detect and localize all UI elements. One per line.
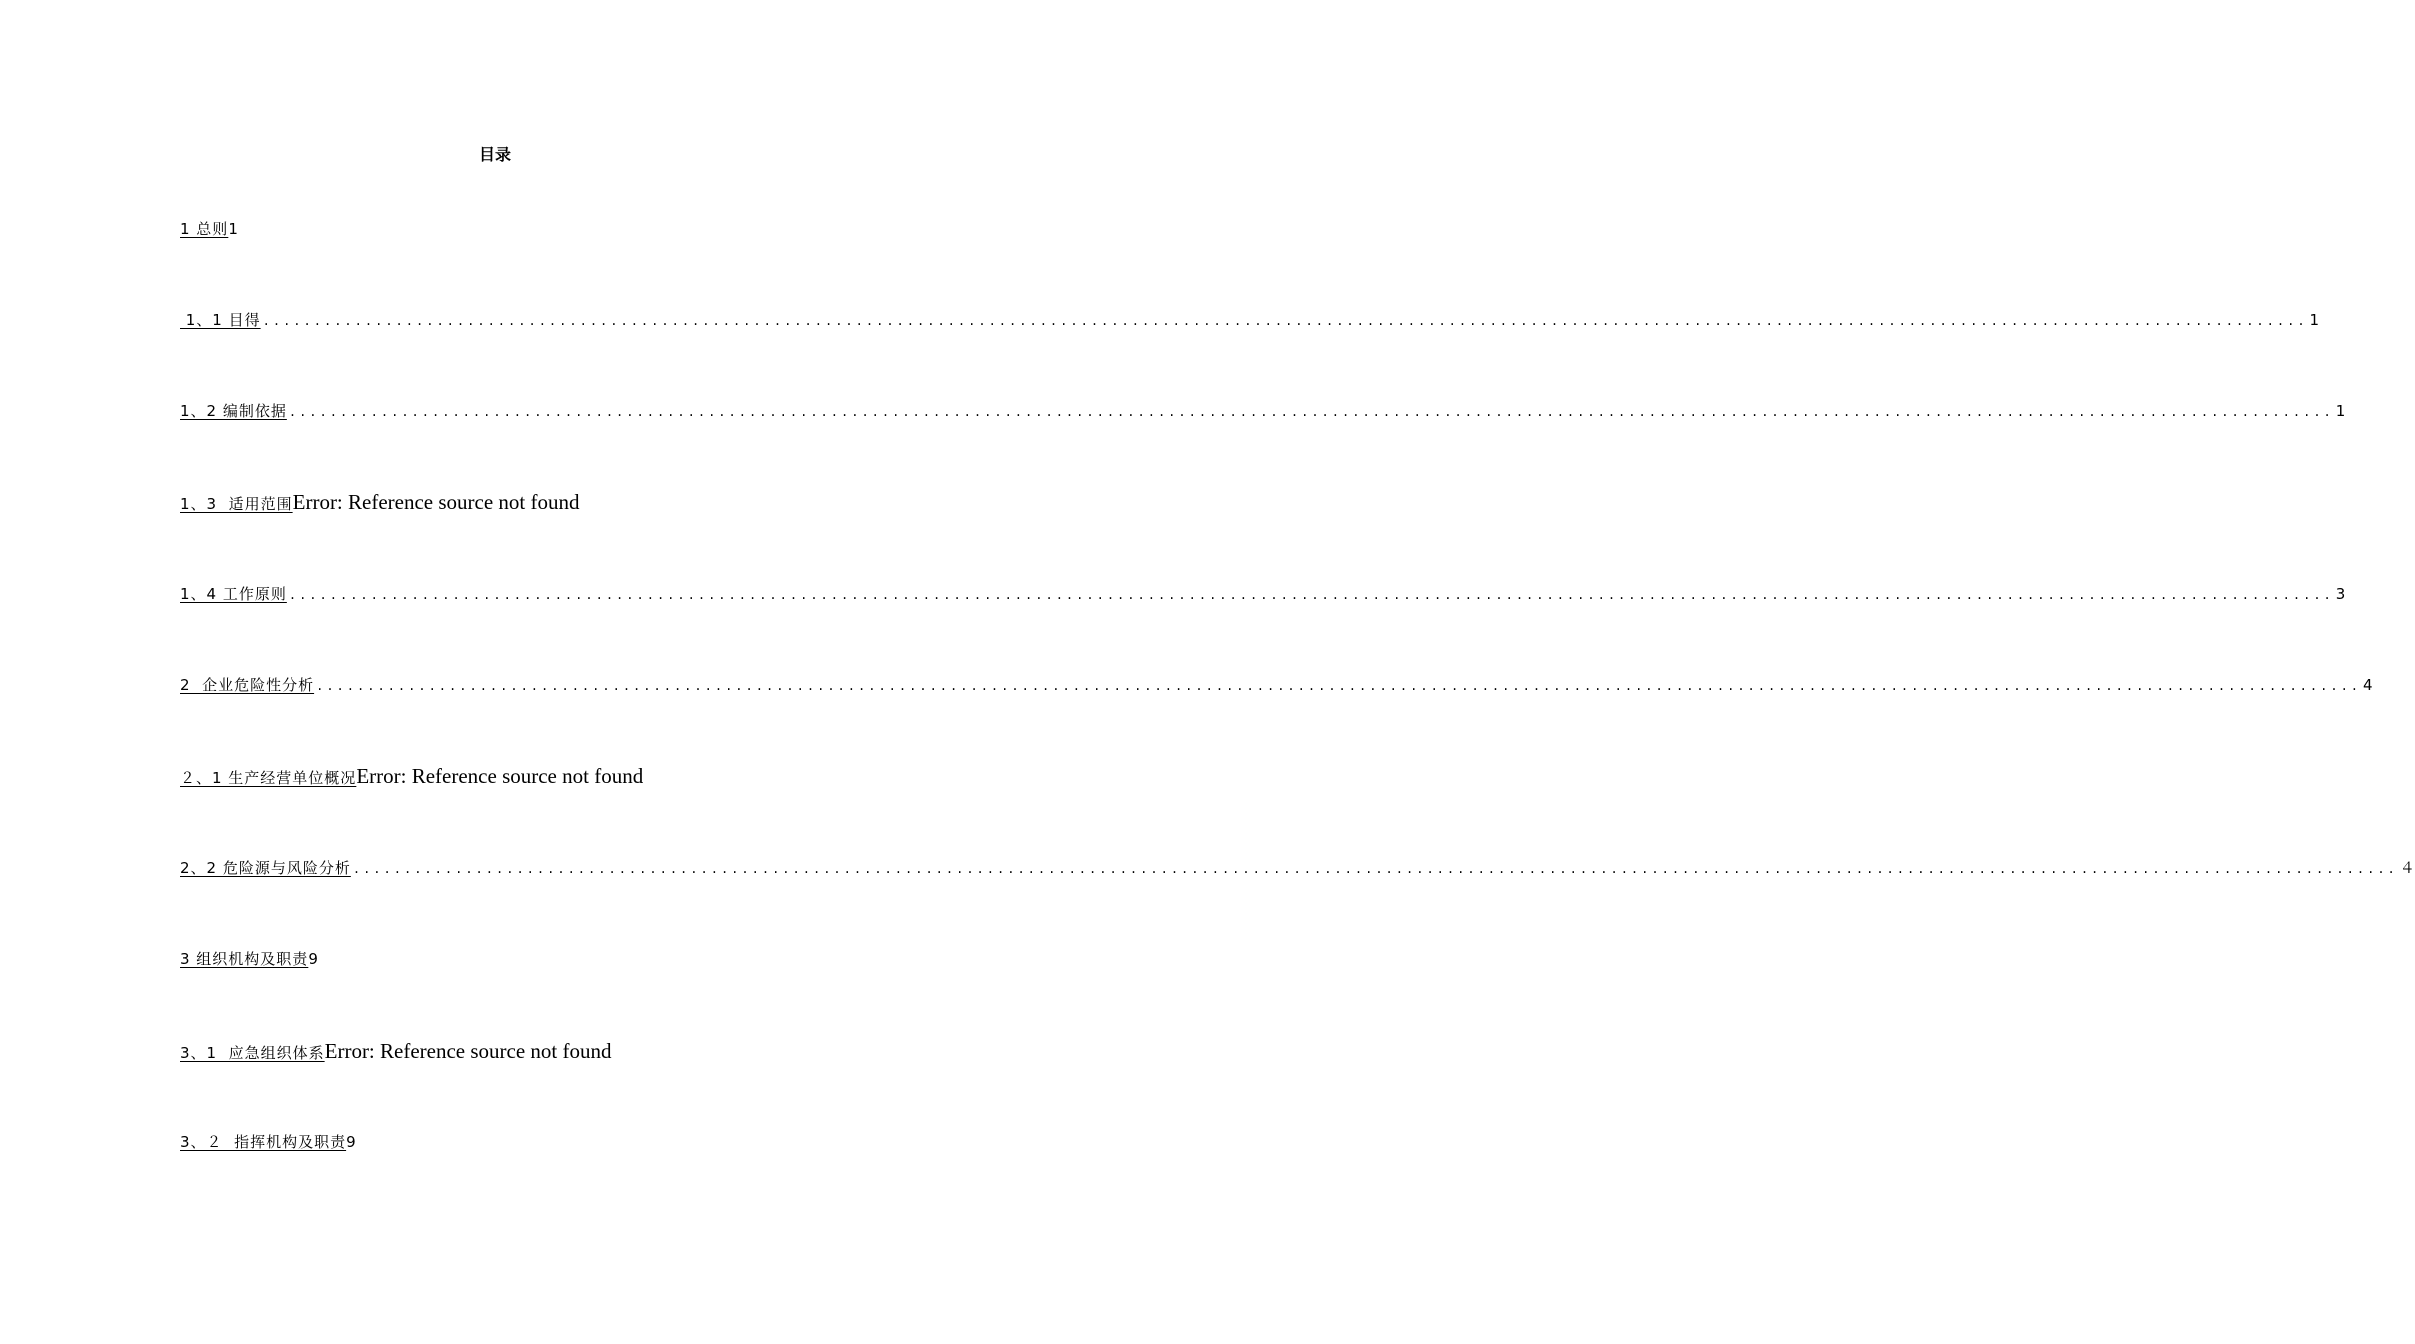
toc-entry[interactable]	[180, 857, 2415, 883]
dot-leader: ........................................................................................................................................................................................................	[288, 405, 2334, 419]
reference-error-text: Error: Reference source not found	[356, 764, 644, 788]
toc-entry[interactable]	[180, 948, 806, 974]
toc-entry-label[interactable]: 2、2 危险源与风险分析	[180, 859, 351, 877]
toc-entry-label[interactable]: 1、1 目得	[180, 311, 261, 329]
toc-page-number: 4	[2363, 676, 2373, 694]
toc-entry-label[interactable]: 1、2 编制依据	[180, 402, 287, 420]
toc-page-number: 9	[346, 1133, 356, 1151]
reference-error-text: Error: Reference source not found	[324, 1039, 612, 1063]
toc-entry[interactable]	[180, 764, 806, 790]
dot-leader: ........................................................................................................................................................................................................	[352, 862, 2398, 876]
toc-page-number: 1	[2309, 311, 2320, 329]
toc-page-number: 9	[308, 950, 318, 968]
toc-entry[interactable]	[180, 490, 806, 516]
dot-leader: ........................................................................................................................................................................................................	[316, 679, 2362, 693]
toc-entry[interactable]	[180, 583, 2346, 609]
toc-title: 目录	[478, 145, 511, 164]
toc-entry[interactable]	[180, 1131, 806, 1157]
toc-entry-label[interactable]: 3、1 应急组织体系	[180, 1044, 325, 1062]
reference-error-text: Error: Reference source not found	[292, 490, 580, 514]
toc-entry-label[interactable]: 1、3 适用范围	[180, 495, 293, 513]
dot-leader: ........................................................................................................................................................................................................	[288, 588, 2334, 602]
toc-entry[interactable]	[180, 1039, 806, 1065]
toc-entry[interactable]	[180, 218, 806, 244]
toc-entry[interactable]	[180, 400, 2346, 426]
toc-page-number: 1	[228, 220, 238, 238]
dot-leader: ........................................................................................................................................................................................................	[262, 314, 2308, 328]
toc-entry[interactable]	[180, 309, 2320, 335]
toc-entry-label[interactable]: 1 总则	[180, 220, 229, 238]
toc-page-number: ４	[2399, 859, 2415, 877]
toc-entry-label[interactable]: 3、２ 指挥机构及职责	[180, 1133, 347, 1151]
toc-entry[interactable]	[180, 674, 2373, 700]
toc-entry-label[interactable]: ２、1 生产经营单位概况	[180, 769, 357, 787]
toc-page-number: 3	[2335, 585, 2346, 603]
toc-entry-label[interactable]: 2 企业危险性分析	[180, 676, 315, 694]
toc-page-number: 1	[2335, 402, 2346, 420]
toc-entry-label[interactable]: 1、4 工作原则	[180, 585, 287, 603]
toc-entry-label[interactable]: 3 组织机构及职责	[180, 950, 309, 968]
